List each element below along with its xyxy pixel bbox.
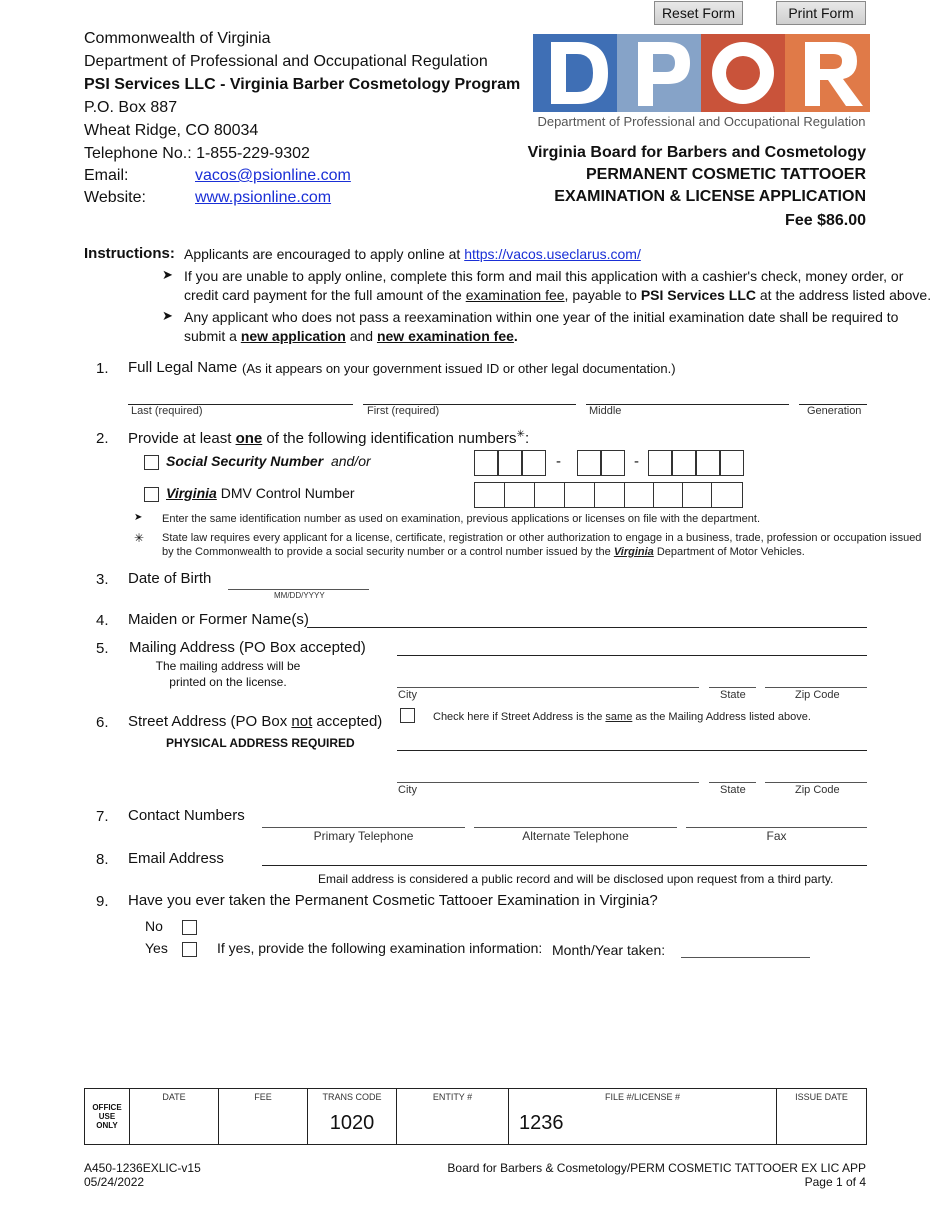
- id-note-2: State law requires every applicant for a license, certificate, registration or other authorization to engage in a business, trade, profession or occupation issued by the Commonwealth to provide a social security number or a control number issued by the Virginia Department of Motor Vehicles.: [162, 532, 922, 558]
- q7-number: 7.: [96, 808, 109, 825]
- print-form-button[interactable]: Print Form: [776, 1, 866, 25]
- office-use-table: [84, 1088, 867, 1145]
- office-fee-cell: FEE: [219, 1089, 308, 1145]
- physical-address-required: PHYSICAL ADDRESS REQUIRED: [166, 736, 355, 750]
- dmv-digit[interactable]: [594, 482, 625, 508]
- dmv-digit[interactable]: [504, 482, 535, 508]
- reset-form-button[interactable]: Reset Form: [654, 1, 743, 25]
- same-address-label: Check here if Street Address is the same as the Mailing Address listed above.: [433, 711, 811, 723]
- ssn-digit[interactable]: [601, 450, 625, 476]
- generation-label: Generation: [807, 405, 862, 417]
- q9-label: Have you ever taken the Permanent Cosmetic Tattooer Examination in Virginia?: [128, 892, 658, 909]
- instruction-bullet-1: If you are unable to apply online, complete this form and mail this application with a cashier's check, money order, or credit card payment for the full amount of the examination fee, payable to PSI Services LLC at the address listed above.: [184, 268, 932, 303]
- month-year-field[interactable]: [681, 957, 810, 958]
- dmv-digit[interactable]: [653, 482, 683, 508]
- footer-form-id: A450-1236EXLIC-v15 05/24/2022: [84, 1161, 201, 1189]
- street-zip-field[interactable]: [765, 782, 867, 783]
- q9-ifyes-text: If yes, provide the following examination information:: [217, 940, 543, 956]
- q5-number: 5.: [96, 640, 109, 657]
- file-license-value: 1236: [519, 1112, 564, 1134]
- instructions-intro: Applicants are encouraged to apply online at https://vacos.useclarus.com/: [184, 246, 641, 262]
- ssn-digit[interactable]: [720, 450, 744, 476]
- office-entity-cell: ENTITY #: [397, 1089, 509, 1145]
- header-city: Wheat Ridge, CO 80034: [84, 122, 259, 139]
- ssn-digit[interactable]: [474, 450, 498, 476]
- dmv-digit[interactable]: [711, 482, 743, 508]
- ssn-dash: -: [634, 453, 639, 470]
- last-name-label: Last (required): [131, 405, 203, 417]
- bullet-arrow-icon: ➤: [162, 308, 173, 323]
- first-name-label: First (required): [367, 405, 440, 417]
- q9-no-checkbox[interactable]: [182, 920, 197, 935]
- alternate-phone-field[interactable]: [474, 827, 677, 828]
- online-apply-link[interactable]: https://vacos.useclarus.com/: [464, 246, 641, 262]
- note-arrow-icon: ➤: [134, 512, 143, 523]
- website-link[interactable]: www.psionline.com: [195, 189, 332, 206]
- bullet-arrow-icon: ➤: [162, 267, 173, 282]
- footer-board: Board for Barbers & Cosmetology/PERM COSMETIC TATTOOER EX LIC APP Page 1 of 4: [447, 1161, 866, 1189]
- trans-code-value: 1020: [329, 1112, 375, 1134]
- q9-no-label: No: [145, 918, 163, 934]
- alternate-phone-label: Alternate Telephone: [522, 829, 629, 843]
- header-psi: PSI Services LLC - Virginia Barber Cosmetology Program: [84, 76, 521, 93]
- dmv-label: Virginia DMV Control Number: [166, 485, 355, 501]
- q4-label: Maiden or Former Name(s): [128, 611, 309, 628]
- q8-label: Email Address: [128, 850, 224, 867]
- mailing-state-label: State: [720, 689, 746, 701]
- q1-hint: (As it appears on your government issued ID or other legal documentation.): [242, 361, 676, 376]
- q1-label: Full Legal Name: [128, 359, 238, 376]
- logo-caption: Department of Professional and Occupational Regulation: [537, 114, 866, 129]
- mailing-state-field[interactable]: [709, 687, 756, 688]
- fee-amount: Fee $86.00: [785, 212, 866, 229]
- q3-number: 3.: [96, 571, 109, 588]
- office-file-cell: FILE #/LICENSE # 1236: [509, 1089, 777, 1145]
- form-title-line1: PERMANENT COSMETIC TATTOOER: [586, 166, 866, 183]
- instruction-bullet-2: Any applicant who does not pass a reexamination within one year of the initial examination date shall be required to submit a new application and new examination fee.: [184, 309, 899, 344]
- same-address-checkbox[interactable]: [400, 708, 415, 723]
- mailing-street-field[interactable]: [397, 655, 867, 656]
- primary-phone-label: Primary Telephone: [313, 829, 414, 843]
- email-address-field[interactable]: [262, 865, 867, 866]
- q2-label: Provide at least one of the following identification numbers✳:: [128, 429, 530, 447]
- email-public-record-note: Email address is considered a public record and will be disclosed upon request from a third party.: [318, 872, 834, 886]
- office-issue-date-cell: ISSUE DATE: [777, 1089, 867, 1145]
- dmv-digit[interactable]: [474, 482, 505, 508]
- q9-yes-label: Yes: [145, 940, 168, 956]
- mailing-city-label: City: [398, 689, 417, 701]
- q8-number: 8.: [96, 851, 109, 868]
- dmv-checkbox[interactable]: [144, 487, 159, 502]
- office-date-cell: DATE: [130, 1089, 219, 1145]
- dob-field[interactable]: [228, 589, 369, 590]
- dmv-digit[interactable]: [564, 482, 595, 508]
- dmv-digit[interactable]: [682, 482, 712, 508]
- header-website-label: Website:: [84, 189, 146, 206]
- street-city-label: City: [398, 784, 417, 796]
- street-address-field[interactable]: [397, 750, 867, 751]
- q3-label: Date of Birth: [128, 570, 212, 587]
- header-email-label: Email:: [84, 167, 129, 184]
- ssn-digit[interactable]: [672, 450, 696, 476]
- dob-format: MM/DD/YYYY: [274, 591, 325, 600]
- primary-phone-field[interactable]: [262, 827, 465, 828]
- dpor-logo: [533, 34, 870, 112]
- q5-note: The mailing address will be printed on the license.: [155, 659, 301, 689]
- id-note-1: Enter the same identification number as used on examination, previous applications or licenses on file with the department.: [162, 513, 761, 525]
- header-telephone: Telephone No.: 1-855-229-9302: [84, 145, 310, 162]
- instructions-label: Instructions:: [84, 245, 175, 262]
- ssn-label: Social Security Number and/or: [166, 453, 371, 469]
- header-department: Department of Professional and Occupational Regulation: [84, 53, 488, 70]
- office-use-label: OFFICE USE ONLY: [85, 1089, 130, 1145]
- form-title-line2: EXAMINATION & LICENSE APPLICATION: [554, 188, 866, 205]
- street-state-label: State: [720, 784, 746, 796]
- mailing-city-field[interactable]: [397, 687, 699, 688]
- month-year-label: Month/Year taken:: [552, 942, 666, 958]
- ssn-digit[interactable]: [522, 450, 546, 476]
- q2-number: 2.: [96, 430, 109, 447]
- ssn-digit[interactable]: [577, 450, 601, 476]
- fax-label: Fax: [766, 829, 787, 843]
- street-city-field[interactable]: [397, 782, 699, 783]
- q6-number: 6.: [96, 714, 109, 731]
- middle-name-label: Middle: [589, 405, 622, 417]
- q1-number: 1.: [96, 360, 109, 377]
- q9-number: 9.: [96, 893, 109, 910]
- street-state-field[interactable]: [709, 782, 756, 783]
- street-zip-label: Zip Code: [795, 784, 840, 796]
- ssn-digit[interactable]: [498, 450, 522, 476]
- ssn-dash: -: [556, 453, 561, 470]
- office-trans-code-cell: TRANS CODE 1020: [308, 1089, 397, 1145]
- q5-label: Mailing Address (PO Box accepted): [129, 639, 366, 656]
- email-link[interactable]: vacos@psionline.com: [195, 167, 351, 184]
- mailing-zip-label: Zip Code: [795, 689, 840, 701]
- fax-field[interactable]: [686, 827, 867, 828]
- q9-yes-checkbox[interactable]: [182, 942, 197, 957]
- header-commonwealth: Commonwealth of Virginia: [84, 30, 271, 47]
- ssn-checkbox[interactable]: [144, 455, 159, 470]
- dmv-digit[interactable]: [624, 482, 654, 508]
- mailing-zip-field[interactable]: [765, 687, 867, 688]
- star-icon: ✳: [134, 531, 145, 545]
- header-po-box: P.O. Box 887: [84, 99, 178, 116]
- q7-label: Contact Numbers: [128, 807, 245, 824]
- maiden-name-field[interactable]: [307, 627, 867, 628]
- board-title: Virginia Board for Barbers and Cosmetology: [527, 144, 866, 161]
- q4-number: 4.: [96, 612, 109, 629]
- ssn-digit[interactable]: [696, 450, 720, 476]
- dmv-digit[interactable]: [534, 482, 565, 508]
- q6-label: Street Address (PO Box not accepted): [128, 713, 383, 730]
- ssn-digit[interactable]: [648, 450, 672, 476]
